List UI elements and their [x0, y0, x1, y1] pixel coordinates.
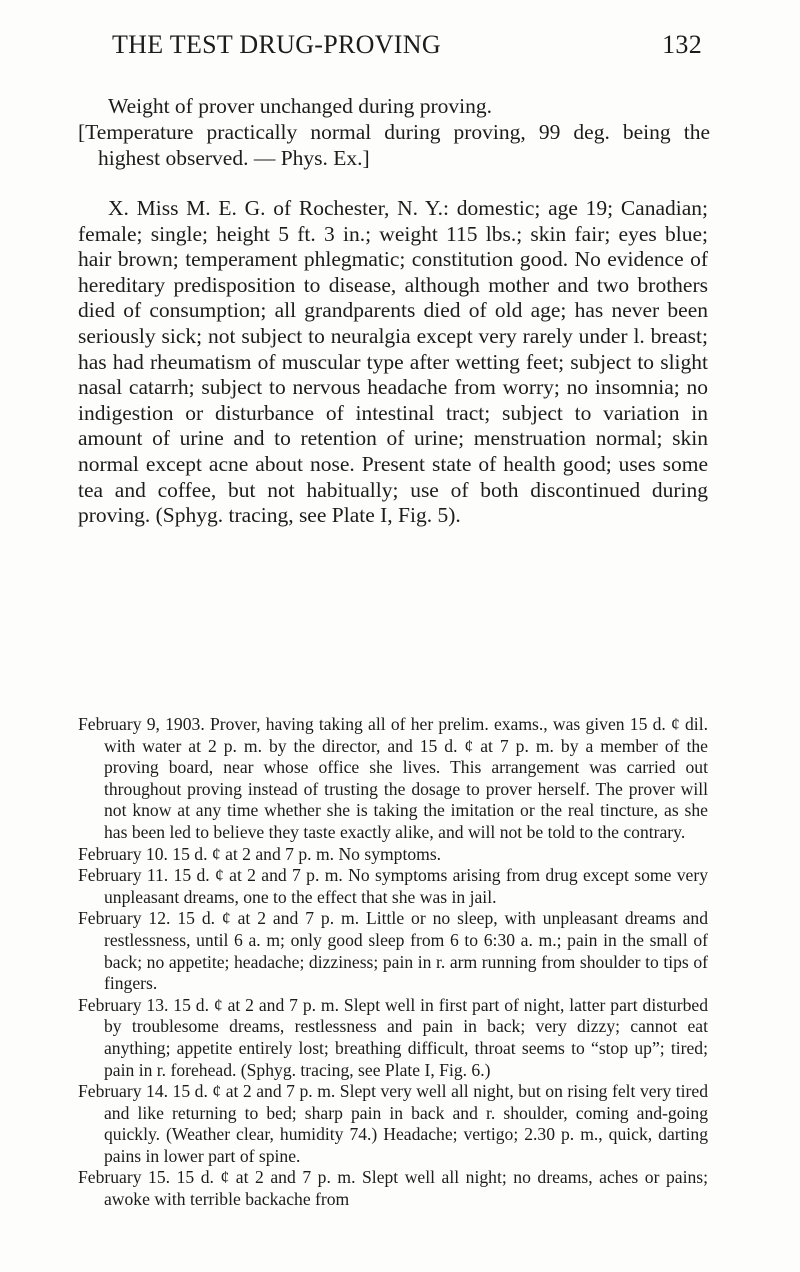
- intro-weight-line: Weight of prover unchanged during proving.: [108, 94, 492, 118]
- page-number: 132: [662, 30, 702, 59]
- diary-entry-feb-9: February 9, 1903. Prover, having taking all of her prelim. exams., was given 15 d. ȼ dil. with water at 2 p. m. by the director, and 15 d. ȼ at 7 p. m. by a member of the proving board, near whose office she lives. This arrangement was carried out throughout proving instead of trusting the dosage to prover herself. The prover will not know at any time whether she is taking the imitation or the real tincture, as she has been led to believe they taste exactly alike, and will not be told to the contrary.: [78, 714, 708, 842]
- diary-entry-feb-15: February 15. 15 d. ȼ at 2 and 7 p. m. Slept well all night; no dreams, aches or pains; awoke with terrible backache from: [78, 1167, 708, 1210]
- diary-entry-feb-10: February 10. 15 d. ȼ at 2 and 7 p. m. No symptoms.: [78, 843, 442, 864]
- intro-temperature-note: [Temperature practically normal during proving, 99 deg. being the highest observed. — Phys. Ex.]: [78, 120, 710, 170]
- case-x-paragraph: X. Miss M. E. G. of Rochester, N. Y.: domestic; age 19; Canadian; female; single; height 5 ft. 3 in.; weight 115 lbs.; skin fair; eyes blue; hair brown; temperament phlegmatic; constitution good. No evidence of hereditary predisposition to disease, although mother and two brothers died of consumption; all grandparents died of old age; has never been seriously sick; not subject to neuralgia except very rarely under l. breast; has had rheumatism of muscular type after wetting feet; subject to slight nasal catarrh; subject to nervous headache from worry; no insomnia; no indigestion or disturbance of intestinal tract; subject to variation in amount of urine and to retention of urine; menstruation normal; skin normal except acne about nose. Present state of health good; uses some tea and coffee, but not habitually; use of both discontinued during proving. (Sphyg. tracing, see Plate I, Fig. 5).: [78, 196, 708, 528]
- diary-entry-feb-11: February 11. 15 d. ȼ at 2 and 7 p. m. No symptoms arising from drug except some very unpleasant dreams, one to the effect that she was in jail.: [78, 865, 708, 907]
- diary-entry-feb-14: February 14. 15 d. ȼ at 2 and 7 p. m. Slept very well all night, but on rising felt very tired and like returning to bed; sharp pain in back and r. shoulder, coming and-going quickly. (Weather clear, humidity 74.) Headache; vertigo; 2.30 p. m., quick, darting pains in lower part of spine.: [78, 1081, 708, 1166]
- proving-diary: [78, 714, 708, 1211]
- diary-entry-feb-12: February 12. 15 d. ȼ at 2 and 7 p. m. Little or no sleep, with unpleasant dreams and restlessness, until 6 a. m; only good sleep from 6 to 6:30 a. m.; pain in the small of back; no appetite; headache; dizziness; pain in r. arm running from shoulder to tips of fingers.: [78, 908, 708, 994]
- running-head-title: THE TEST DRUG-PROVING: [112, 30, 441, 59]
- diary-entry-feb-13: February 13. 15 d. ȼ at 2 and 7 p. m. Slept well in first part of night, latter part disturbed by troublesome dreams, restlessness and pain in back; very dizzy; cannot eat anything; appetite entirely lost; breathing difficult, throat seems to “stop up”; tired; pain in r. forehead. (Sphyg. tracing, see Plate I, Fig. 6.): [78, 994, 708, 1080]
- running-head: [112, 30, 702, 70]
